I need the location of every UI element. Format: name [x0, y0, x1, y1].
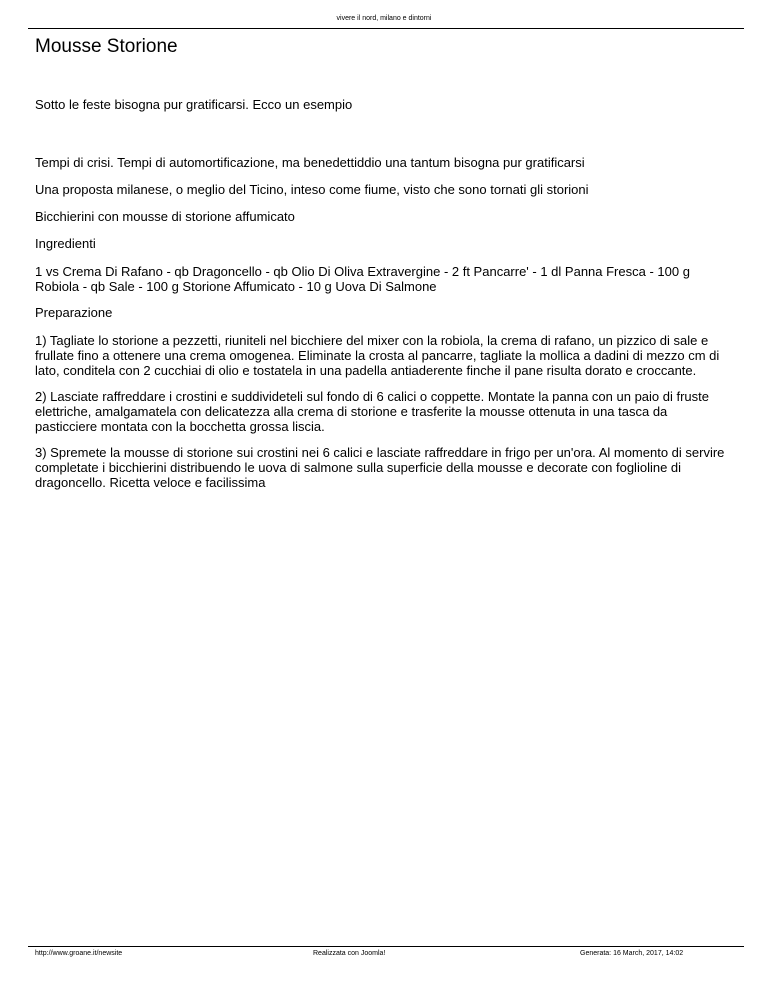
- preparation-heading: Preparazione: [35, 305, 113, 320]
- article-title: Mousse Storione: [35, 36, 178, 57]
- proposal-paragraph: Una proposta milanese, o meglio del Ticino, inteso come fiume, visto che sono tornati gli storioni: [35, 182, 589, 197]
- intro-paragraph: Sotto le feste bisogna pur gratificarsi. Ecco un esempio: [35, 97, 353, 112]
- ingredients-list: 1 vs Crema Di Rafano - qb Dragoncello - qb Olio Di Oliva Extravergine - 2 ft Pancarre' - 1 dl Panna Fresca - 100 g Robiola - qb Sale - 100 g Storione Affumicato - 10 g Uova Di Salmone: [35, 264, 690, 294]
- footer-divider: [28, 946, 744, 947]
- crisis-paragraph: Tempi di crisi. Tempi di automortificazione, ma benedettiddio una tantum bisogna pur gratificarsi: [35, 155, 585, 170]
- step-1: 1) Tagliate lo storione a pezzetti, riuniteli nel bicchiere del mixer con la robiola, la crema di rafano, un pizzico di sale e frullate fino a ottenere una crema omogenea. Eliminate la crosta al pancarre, tagliate la mollica a dadini di mezzo cm di lato, conditela con 2 cucchiai di olio e tostatela in una padella antiaderente finche il pane risulta dorato e croccante.: [35, 333, 720, 378]
- step-2: 2) Lasciate raffreddare i crostini e suddivideteli sul fondo di 6 calici o coppette. Montate la panna con un paio di fruste elettriche, amalgamatela con delicatezza alla crema di storione e trasferite la mousse ottenuta in una tasca da pasticciere montata con la bocchetta grossa liscia.: [35, 389, 710, 434]
- footer-url[interactable]: http://www.groane.it/newsite: [35, 950, 123, 957]
- recipe-name: Bicchierini con mousse di storione affumicato: [35, 209, 295, 224]
- ingredients-heading: Ingredienti: [35, 236, 96, 251]
- footer-credit: Realizzata con Joomla!: [313, 950, 386, 957]
- header-divider: [28, 28, 744, 29]
- step-3: 3) Spremete la mousse di storione sui crostini nei 6 calici e lasciate raffreddare in frigo per un'ora. Al momento di servire completate i bicchierini distribuendo le uova di salmone sulla superficie della mousse e decorate con foglioline di dragoncello. Ricetta veloce e facilissima: [35, 445, 725, 490]
- footer-generated: Generata: 16 March, 2017, 14:02: [580, 950, 684, 957]
- site-tagline: vivere il nord, milano e dintorni: [336, 15, 432, 22]
